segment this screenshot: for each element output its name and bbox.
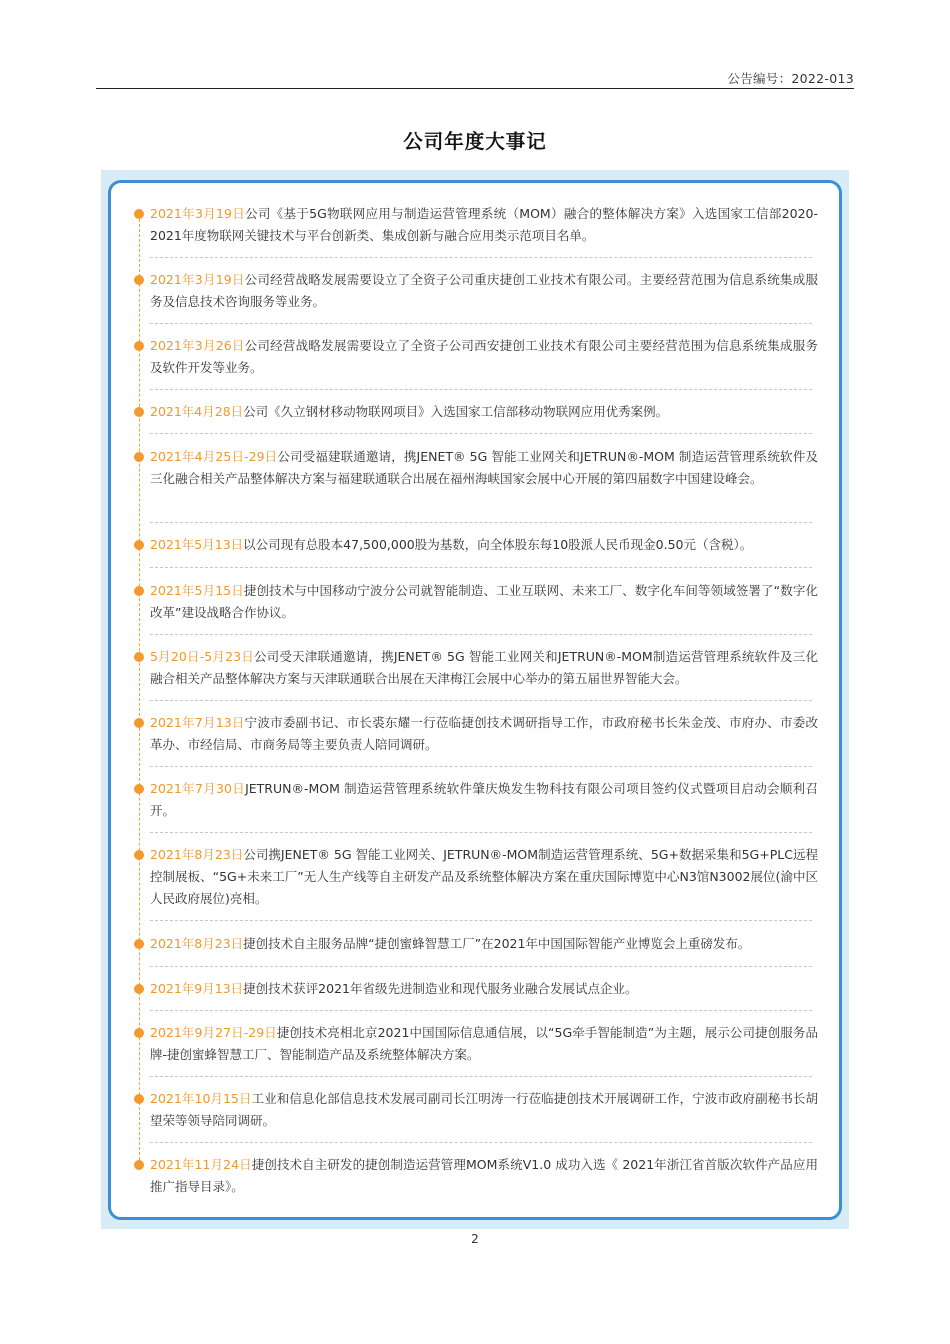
event-text: 宁波市委副书记、市长裘东耀一行莅临捷创技术调研指导工作，市政府秘书长朱金茂、市府办、市委改革办、市经信局、市商务局等主要负责人陪同调研。: [150, 715, 818, 752]
event-date: 2021年3月26日: [150, 338, 245, 353]
timeline-dot: [134, 586, 144, 596]
event-text: 公司经营战略发展需要设立了全资子公司西安捷创工业技术有限公司主要经营范围为信息系统集成服务及软件开发等业务。: [150, 338, 818, 375]
timeline-event: [150, 446, 818, 490]
event-date: 2021年7月13日: [150, 715, 245, 730]
event-text: 以公司现有总股本47,500,000股为基数，向全体股东每10股派人民币现金0.50元（含税）。: [243, 537, 753, 552]
timeline-event: [150, 844, 818, 910]
event-date: 2021年9月13日: [150, 981, 244, 996]
event-date: 2021年7月30日: [150, 781, 246, 796]
timeline-dot: [134, 984, 144, 994]
timeline-event: [150, 1154, 818, 1198]
announcement-code: 公告编号：2022-013: [727, 71, 854, 86]
event-divider: [150, 832, 812, 833]
event-text: 捷创技术自主服务品牌“捷创蜜蜂智慧工厂”在2021年中国国际智能产业博览会上重磅发布。: [243, 936, 751, 951]
event-date: 2021年3月19日: [150, 272, 245, 287]
event-divider: [150, 257, 812, 258]
event-text: 捷创技术与中国移动宁波分公司就智能制造、工业互联网、未来工厂、数字化车间等领域签署了“数字化改革”建设战略合作协议。: [150, 583, 818, 620]
event-date: 5月20日-5月23日: [150, 649, 254, 664]
event-divider: [150, 389, 812, 390]
timeline-dot: [134, 939, 144, 949]
timeline-dot: [134, 275, 144, 285]
event-text: 公司受天津联通邀请，携JENET® 5G 智能工业网关和JETRUN®-MOM制造运营管理系统软件及三化融合相关产品整体解决方案与天津联通联合出展在天津梅江会展中心举办的第五届世界智能大会。: [150, 649, 818, 686]
timeline-dot: [134, 850, 144, 860]
event-text: 公司受福建联通邀请，携JENET® 5G 智能工业网关和JETRUN®-MOM 制造运营管理系统软件及三化融合相关产品整体解决方案与福建联通联合出展在福州海峡国家会展中心开展的第四届数字中国建设峰会。: [150, 449, 818, 486]
header-rule: [96, 88, 854, 89]
event-date: 2021年3月19日: [150, 206, 246, 221]
event-text: 捷创技术获评2021年省级先进制造业和现代服务业融合发展试点企业。: [243, 981, 638, 996]
timeline-dot: [134, 452, 144, 462]
event-text: 捷创技术亮相北京2021中国国际信息通信展，以“5G牵手智能制造”为主题，展示公司捷创服务品牌-捷创蜜蜂智慧工厂、智能制造产品及系统整体解决方案。: [150, 1025, 818, 1062]
timeline-event: [150, 933, 818, 955]
event-date: 2021年5月15日: [150, 583, 244, 598]
event-divider: [150, 1010, 812, 1011]
timeline-event: [150, 203, 818, 247]
page-number: 2: [471, 1232, 479, 1246]
timeline-dot: [134, 718, 144, 728]
event-divider: [150, 567, 812, 568]
event-date: 2021年8月23日: [150, 847, 244, 862]
event-divider: [150, 323, 812, 324]
event-text: 公司经营战略发展需要设立了全资子公司重庆捷创工业技术有限公司。主要经营范围为信息系统集成服务及信息技术咨询服务等业务。: [150, 272, 818, 309]
event-text: 公司《久立钢材移动物联网项目》入选国家工信部移动物联网应用优秀案例。: [243, 404, 669, 419]
timeline-event: [150, 1022, 818, 1066]
timeline-event: [150, 401, 818, 423]
timeline-dot: [134, 209, 144, 219]
timeline-event: [150, 1088, 818, 1132]
event-divider: [150, 920, 812, 921]
event-text: 捷创技术自主研发的捷创制造运营管理MOM系统V1.0 成功入选《 2021年浙江省首版次软件产品应用推广指导目录》。: [150, 1157, 818, 1194]
timeline-event: [150, 269, 818, 313]
event-date: 2021年9月27日-29日: [150, 1025, 277, 1040]
timeline-event: [150, 534, 818, 556]
timeline-dot: [134, 1160, 144, 1170]
timeline-dot: [134, 784, 144, 794]
event-divider: [150, 766, 812, 767]
event-divider: [150, 1142, 812, 1143]
timeline-line: [139, 214, 140, 1170]
timeline-event: [150, 712, 818, 756]
timeline-event: [150, 778, 818, 822]
event-text: 公司《基于5G物联网应用与制造运营管理系统（MOM）融合的整体解决方案》入选国家工信部2020-2021年度物联网关键技术与平台创新类、集成创新与融合应用类示范项目名单。: [150, 206, 819, 243]
event-date: 2021年4月28日: [150, 404, 244, 419]
timeline-event: [150, 646, 818, 690]
event-date: 2021年4月25日-29日: [150, 449, 278, 464]
event-divider: [150, 700, 812, 701]
event-text: JETRUN®-MOM 制造运营管理系统软件肇庆焕发生物科技有限公司项目签约仪式暨项目启动会顺利召开。: [150, 781, 818, 818]
timeline-event: [150, 335, 818, 379]
page-title: 公司年度大事记: [403, 130, 547, 153]
timeline-dot: [134, 540, 144, 550]
timeline-dot: [134, 1028, 144, 1038]
event-date: 2021年5月13日: [150, 537, 244, 552]
event-divider: [150, 1076, 812, 1077]
timeline-dot: [134, 652, 144, 662]
event-divider: [150, 522, 812, 523]
event-date: 2021年11月24日: [150, 1157, 252, 1172]
event-date: 2021年8月23日: [150, 936, 244, 951]
timeline-dot: [134, 407, 144, 417]
timeline-dot: [134, 341, 144, 351]
event-date: 2021年10月15日: [150, 1091, 252, 1106]
event-text: 工业和信息化部信息技术发展司副司长江明涛一行莅临捷创技术开展调研工作，宁波市政府副秘书长胡望荣等领导陪同调研。: [150, 1091, 818, 1128]
timeline-dot: [134, 1094, 144, 1104]
event-divider: [150, 433, 812, 434]
event-text: 公司携JENET® 5G 智能工业网关、JETRUN®-MOM制造运营管理系统、5G+数据采集和5G+PLC远程控制展板、“5G+未来工厂”无人生产线等自主研发产品及系统整体解决方案在重庆国际博览中心N3馆N3002展位(渝中区人民政府展位)亮相。: [150, 847, 818, 906]
event-divider: [150, 966, 812, 967]
event-divider: [150, 634, 812, 635]
timeline-event: [150, 580, 818, 624]
timeline-event: [150, 978, 818, 1000]
